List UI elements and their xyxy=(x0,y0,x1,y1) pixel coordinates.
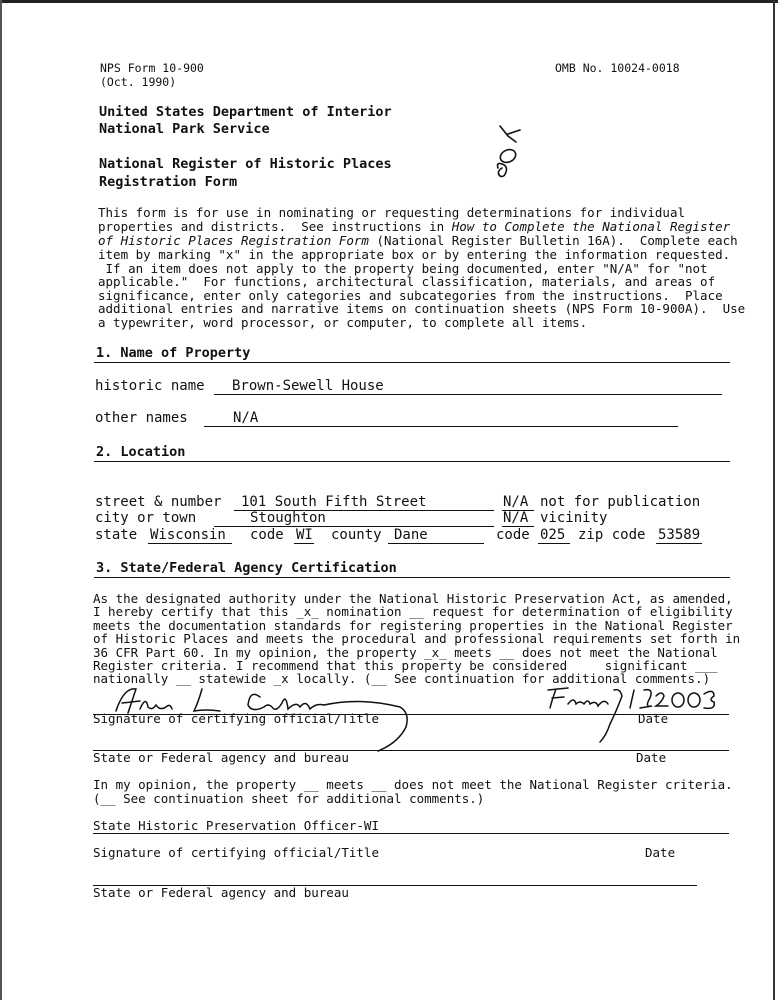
not-for-publication-value[interactable]: N/A xyxy=(503,494,529,510)
certification-line-5: 36 CFR Part 60. In my opinion, the property _x_ meets __ does not meet the National xyxy=(93,645,718,660)
signature-label: Signature of certifying official/Title xyxy=(93,711,379,726)
certification-line-2: I hereby certify that this _x_ nomination __ request for determination of eligibility xyxy=(93,604,733,619)
handwritten-reference-number xyxy=(486,120,532,190)
section-3-heading: 3. State/Federal Agency Certification xyxy=(96,560,397,576)
zip-underline xyxy=(656,543,702,544)
service-name: National Park Service xyxy=(99,121,270,137)
certification-line-1: As the designated authority under the National Historic Preservation Act, as amended, xyxy=(93,591,733,606)
form-date: (Oct. 1990) xyxy=(100,75,177,89)
vicinity-label: vicinity xyxy=(540,510,608,526)
historic-name-label: historic name xyxy=(95,378,205,394)
city-label: city or town xyxy=(95,510,197,526)
street-label: street & number xyxy=(95,494,222,510)
signature-2-date-label: Date xyxy=(645,845,676,860)
county-code-underline xyxy=(538,543,570,544)
instructions-line-6: applicable." For functions, architectural classification, materials, and areas of xyxy=(98,274,716,289)
shpo-label: State Historic Preservation Officer-WI xyxy=(93,818,379,833)
state-code-value[interactable]: WI xyxy=(296,527,313,543)
county-value[interactable]: Dane xyxy=(394,527,428,543)
signature-2-label: Signature of certifying official/Title xyxy=(93,845,379,860)
county-code-value[interactable]: 025 xyxy=(540,527,566,543)
certification-line-4: of Historic Places and meets the procedural and professional requirements set forth in xyxy=(93,631,741,646)
instructions-line-4: item by marking "x" in the appropriate box or by entering the information requested. xyxy=(98,247,731,262)
scan-edge-left xyxy=(0,0,2,1000)
signature-date-label: Date xyxy=(638,711,669,726)
state-code-label: code xyxy=(250,527,284,543)
bureau-date-label: Date xyxy=(636,750,667,765)
instructions-reference-title: How to Complete the National Register xyxy=(451,219,731,234)
section-2-rule xyxy=(94,461,730,462)
instructions-line-8: additional entries and narrative items on continuation sheets (NPS Form 10-900A). Use xyxy=(98,301,746,316)
county-label: county xyxy=(331,527,382,543)
state-code-underline xyxy=(294,543,314,544)
zip-value[interactable]: 53589 xyxy=(658,527,701,543)
city-value[interactable]: Stoughton xyxy=(250,510,326,526)
county-code-label: code xyxy=(496,527,530,543)
bureau-label: State or Federal agency and bureau xyxy=(93,750,349,765)
certification-line-6: Register criteria. I recommend that this property be considered significant ___ xyxy=(93,658,718,673)
instructions-line-9: a typewriter, word processor, or computer, to complete all items. xyxy=(98,315,588,330)
instructions-text: (National Register Bulletin 16A). Complete each xyxy=(368,233,738,248)
section-3-rule xyxy=(94,577,730,578)
other-names-underline xyxy=(204,426,678,427)
instructions-line-2 xyxy=(98,220,730,234)
instructions-line-5: If an item does not apply to the property being documented, enter "N/A" for "not xyxy=(98,261,708,276)
other-names-value[interactable]: N/A xyxy=(233,410,259,426)
form-title: National Register of Historic Places xyxy=(99,156,392,172)
instructions-line-7: significance, enter only categories and subcategories from the instructions. Place xyxy=(98,288,723,303)
state-underline xyxy=(148,543,232,544)
not-for-publication-label: not for publication xyxy=(540,494,701,510)
zip-label: zip code xyxy=(578,527,646,543)
instructions-line-1: This form is for use in nominating or requesting determinations for individual xyxy=(98,205,685,220)
state-value[interactable]: Wisconsin xyxy=(150,527,226,543)
street-value[interactable]: 101 South Fifth Street xyxy=(241,494,427,510)
bureau-2-label: State or Federal agency and bureau xyxy=(93,885,349,900)
form-number: NPS Form 10-900 xyxy=(100,61,204,75)
opinion-line-2: (__ See continuation sheet for additional comments.) xyxy=(93,791,485,806)
form-subtitle: Registration Form xyxy=(99,174,238,190)
certification-line-3: meets the documentation standards for registering properties in the National Register xyxy=(93,618,733,633)
instructions-line-3 xyxy=(98,234,738,248)
county-underline xyxy=(388,543,484,544)
instructions-text: properties and districts. See instructions in xyxy=(98,219,452,234)
omb-number: OMB No. 10024-0018 xyxy=(555,61,680,75)
instructions-reference-title-cont: of Historic Places Registration Form xyxy=(98,233,369,248)
historic-name-value[interactable]: Brown-Sewell House xyxy=(232,378,384,394)
scan-edge-right xyxy=(773,0,775,1000)
historic-name-underline xyxy=(214,394,722,395)
agency-name: United States Department of Interior xyxy=(99,104,392,120)
vicinity-value[interactable]: N/A xyxy=(503,510,529,526)
other-names-label: other names xyxy=(95,410,188,426)
scan-edge-top xyxy=(0,0,778,3)
section-1-heading: 1. Name of Property xyxy=(96,345,251,361)
shpo-line xyxy=(93,833,729,834)
opinion-line-1: In my opinion, the property __ meets __ does not meet the National Register criteria. xyxy=(93,777,733,792)
section-2-heading: 2. Location xyxy=(96,444,186,460)
state-label: state xyxy=(95,527,138,543)
certification-line-7: nationally __ statewide _x locally. (__ See continuation for additional comments.) xyxy=(93,671,711,686)
section-1-rule xyxy=(94,362,730,363)
